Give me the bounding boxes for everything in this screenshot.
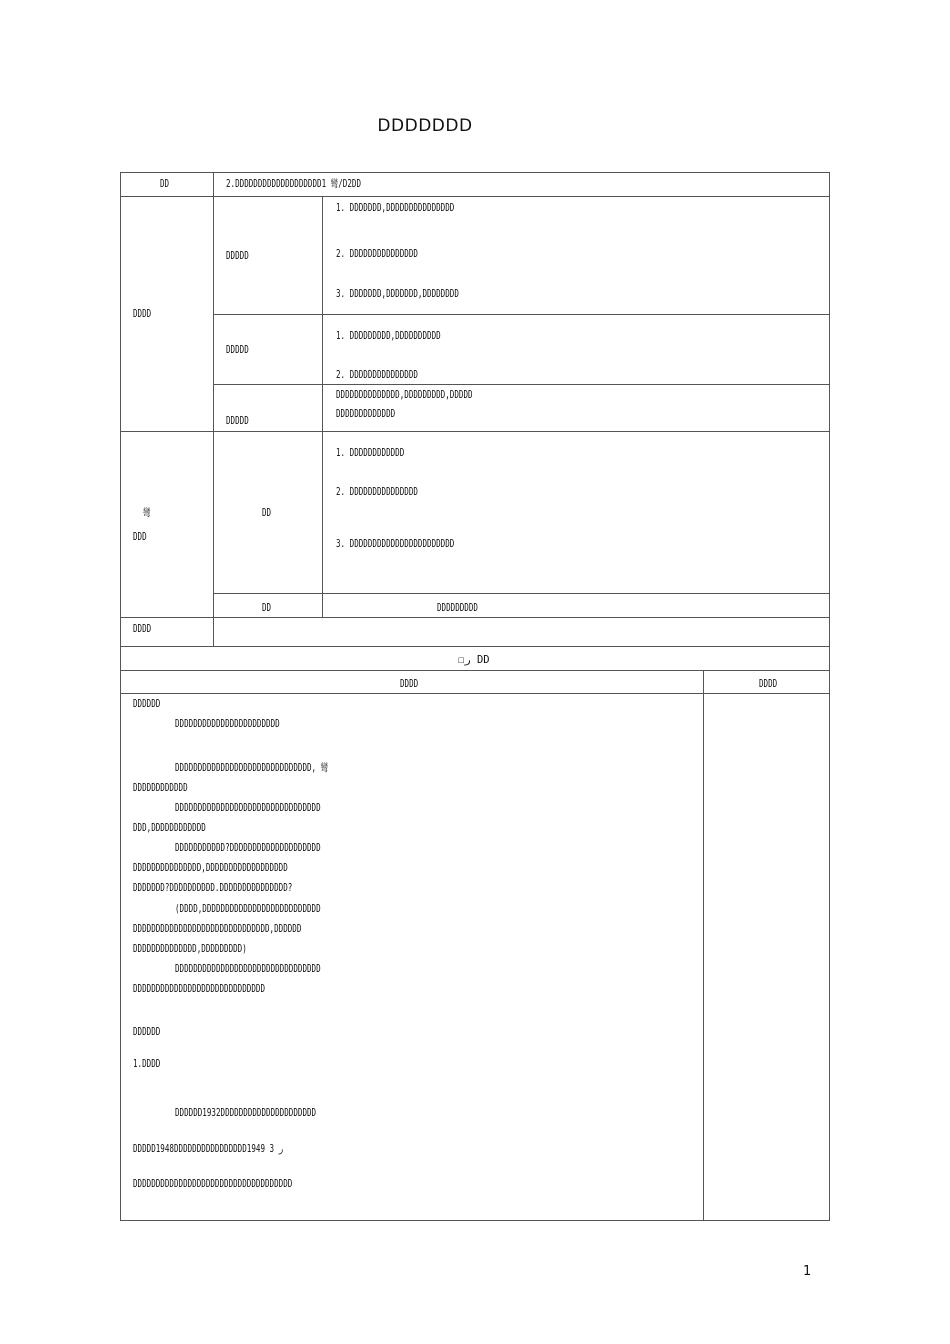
process-line: (DDDD,DDDDDDDDDDDDDDDDDDDDDDDDDD [175,903,321,915]
keypoint-item: 2. DDDDDDDDDDDDDDD [336,486,418,498]
process-line: DDDDDDDDDDDD [133,782,188,794]
goal1-item: 1. DDDDDDD,DDDDDDDDDDDDDDD [336,202,455,214]
prep-value-cell [213,617,830,647]
process-line: DDDDDDDDDDD?DDDDDDDDDDDDDDDDDDDD [175,842,321,854]
process-line: DDDDDDD?DDDDDDDDDD.DDDDDDDDDDDDDDD? [133,882,293,894]
keypoint-item: 3. DDDDDDDDDDDDDDDDDDDDDDD [336,538,455,550]
keypoints-label: DDD [133,531,147,543]
process-line: DDDDD1948DDDDDDDDDDDDDDDD1949 ر 3 [133,1143,284,1155]
keypoint-item: 1. DDDDDDDDDDDD [336,447,405,459]
process-line: DDDDDD [133,698,161,710]
process-line: DDDDDDDDDDDDDDDDDDDDDDDDDDDDDDDDDDD [133,1178,293,1190]
header-label: DD [160,178,170,190]
goal2-item: 1. DDDDDDDDD,DDDDDDDDDD [336,330,441,342]
process-title: ☐ر DD [458,654,490,666]
goal3-line: DDDDDDDDDDDDD [336,408,396,420]
goal2-label: DDDDD [226,344,249,356]
process-line: DDDDDDDDDDDDDDDDDDDDDDDDDDDDDD, 彎 [175,762,329,774]
prep-label: DDDD [133,623,152,635]
goal1-item: 3. DDDDDDD,DDDDDDD,DDDDDDDD [336,288,459,300]
goal1-item: 2. DDDDDDDDDDDDDDD [336,248,418,260]
document-title: DDDDDDD [377,116,473,136]
keypoints-sub-label: DD [262,507,272,519]
process-line: DDDDDDDDDDDDDDDDDDDDDDDDDDDDDDDD [175,963,321,975]
process-line: DDDDDDDDDDDDDDDDDDDDDDDDDDDDDDDD [175,802,321,814]
process-line: DDDDDD1932DDDDDDDDDDDDDDDDDDDDD [175,1107,317,1119]
goal3-line: DDDDDDDDDDDDDD,DDDDDDDDD,DDDDD [336,389,473,401]
keypoints-row2-label: DD [262,602,272,614]
process-line: DDDDDD [133,1026,161,1038]
goal3-label: DDDDD [226,415,249,427]
keypoints-label-cell [120,431,214,618]
process-col-right-label: DDDD [759,678,778,690]
goal1-label: DDDDD [226,250,249,262]
process-line: DDDDDDDDDDDDDDD,DDDDDDDDDDDDDDDDDD [133,862,288,874]
goal2-item: 2. DDDDDDDDDDDDDDD [336,369,418,381]
process-line: DDDDDDDDDDDDDDDDDDDDDDDDDDDDDD,DDDDDD [133,923,302,935]
process-line: DDDDDDDDDDDDDD,DDDDDDDDD) [133,943,247,955]
process-notes-cell [703,693,830,1221]
goals-label: DDDD [133,308,152,320]
page-number: 1 [803,1264,812,1279]
process-line: 1.DDDD [133,1058,161,1070]
process-line: DDDDDDDDDDDDDDDDDDDDDDDDDDDDD [133,983,265,995]
keypoints-row2-value-cell [322,593,830,618]
header-value: 2.DDDDDDDDDDDDDDDDDDD1 彎/D2DD [226,178,362,190]
process-col-left-label: DDDD [400,678,419,690]
process-line: DDD,DDDDDDDDDDDD [133,822,206,834]
process-line: DDDDDDDDDDDDDDDDDDDDDDD [175,718,280,730]
keypoints-row2-value: DDDDDDDDD [437,602,478,614]
keypoints-label: 彎 [143,507,151,519]
